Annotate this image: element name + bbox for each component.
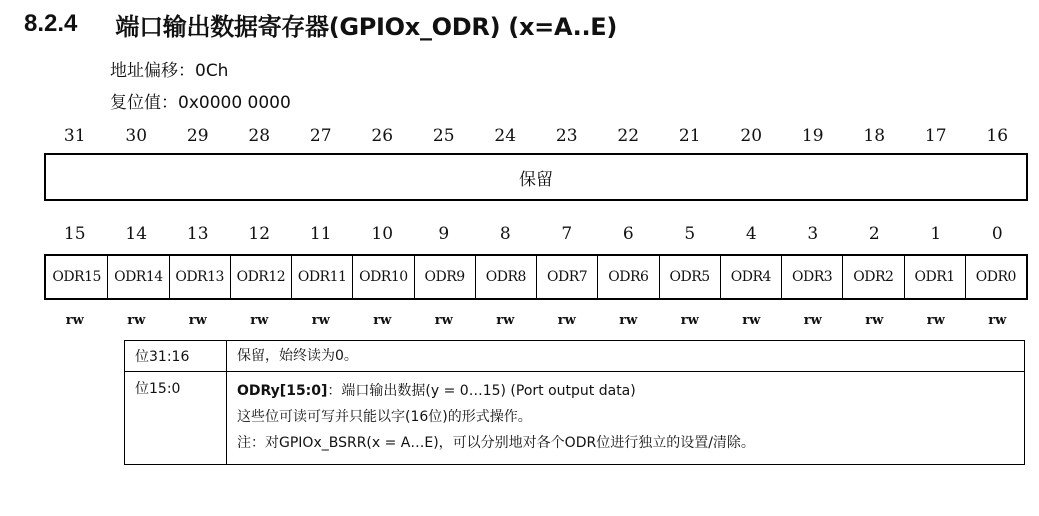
bit-number: 18: [863, 126, 886, 146]
access-type: rw: [988, 312, 1007, 328]
access-type: rw: [619, 312, 638, 328]
odr-field-cell: ODR14: [107, 256, 168, 298]
odr-field-cell: ODR3: [781, 256, 842, 298]
bit-number: 29: [186, 126, 209, 146]
bit-number: 23: [555, 126, 578, 146]
bit-number: 13: [186, 224, 209, 244]
odr-field-cell: ODR5: [659, 256, 720, 298]
access-type-row: [44, 308, 1028, 332]
table-row: [125, 372, 1025, 465]
description-line: [237, 404, 1014, 430]
bit-number: 27: [309, 126, 332, 146]
access-type: rw: [311, 312, 330, 328]
access-type: rw: [373, 312, 392, 328]
odr-field-cell: ODR6: [597, 256, 658, 298]
description-text: 保留，始终读为0。: [237, 348, 358, 364]
section-number: 8.2.4: [24, 10, 78, 37]
description-cell: [227, 341, 1025, 372]
bit-number: 5: [684, 224, 696, 244]
odr-field-row: [44, 254, 1028, 300]
odr-field-cell: ODR2: [842, 256, 903, 298]
bit-range-cell: 位15:0: [125, 372, 227, 465]
odr-field-cell: ODR4: [720, 256, 781, 298]
description-note: [237, 430, 1014, 456]
access-type: rw: [926, 312, 945, 328]
table-row: [125, 341, 1025, 372]
bit-number: 28: [248, 126, 271, 146]
description-text: ：端口输出数据(y = 0…15) (Port output data): [327, 383, 636, 399]
odr-field-cell: ODR9: [414, 256, 475, 298]
bit-number: 14: [125, 224, 148, 244]
odr-field-cell: ODR13: [169, 256, 230, 298]
bit-number: 19: [801, 126, 824, 146]
bit-number: 20: [740, 126, 763, 146]
bit-number: 15: [63, 224, 86, 244]
access-type: rw: [680, 312, 699, 328]
description-text: 这些位可读可写并只能以字(16位)的形式操作。: [237, 409, 532, 425]
odr-field-cell: ODR10: [352, 256, 413, 298]
odr-field-cell: ODR11: [291, 256, 352, 298]
description-line: [237, 343, 1014, 369]
bit-number: 17: [924, 126, 947, 146]
section-title: 端口输出数据寄存器(GPIOx_ODR) (x=A..E): [115, 12, 618, 41]
bit-numbers-high: [44, 122, 1028, 150]
bit-number: 26: [371, 126, 394, 146]
access-type: rw: [865, 312, 884, 328]
access-type: rw: [250, 312, 269, 328]
bit-number: 30: [125, 126, 148, 146]
description-line: [237, 378, 1014, 404]
reserved-field: [44, 153, 1028, 201]
odr-field-cell: ODR0: [965, 256, 1026, 298]
bit-number: 31: [63, 126, 86, 146]
odr-field-cell: ODR12: [230, 256, 291, 298]
bit-number: 8: [499, 224, 511, 244]
reset-value: 复位值：0x0000 0000: [110, 93, 291, 113]
access-type: rw: [127, 312, 146, 328]
section-heading: [24, 4, 1024, 44]
bit-number: 16: [986, 126, 1009, 146]
description-text: 注：对GPIOx_BSRR(x = A…E)，可以分别地对各个ODR位进行独立的设置/清除。: [237, 435, 755, 451]
access-type: rw: [188, 312, 207, 328]
bit-description-table: [124, 340, 1025, 465]
bit-number: 0: [991, 224, 1003, 244]
access-type: rw: [557, 312, 576, 328]
address-offset: 地址偏移：0Ch: [110, 61, 229, 81]
bit-number: 24: [494, 126, 517, 146]
odr-field-cell: ODR15: [52, 269, 101, 285]
bit-number: 1: [930, 224, 942, 244]
access-type: rw: [742, 312, 761, 328]
bit-number: 7: [561, 224, 573, 244]
odr-field-cell: ODR1: [904, 256, 965, 298]
access-type: rw: [803, 312, 822, 328]
reserved-label: 保留: [519, 169, 553, 190]
bit-number: 2: [868, 224, 880, 244]
bit-number: 10: [371, 224, 394, 244]
bit-number: 25: [432, 126, 455, 146]
bit-number: 12: [248, 224, 271, 244]
bit-number: 21: [678, 126, 701, 146]
access-type: rw: [65, 312, 84, 328]
odr-field-cell: ODR8: [475, 256, 536, 298]
access-type: rw: [496, 312, 515, 328]
odr-field-cell: ODR7: [536, 256, 597, 298]
bit-number: 4: [745, 224, 757, 244]
bit-numbers-low: [44, 220, 1028, 248]
bit-range-cell: 位31:16: [125, 341, 227, 372]
bit-number: 22: [617, 126, 640, 146]
description-cell: [227, 372, 1025, 465]
bit-number: 9: [438, 224, 450, 244]
bit-number: 11: [309, 224, 332, 244]
field-name: ODRy[15:0]: [237, 383, 328, 399]
access-type: rw: [434, 312, 453, 328]
bit-number: 3: [807, 224, 819, 244]
bit-number: 6: [622, 224, 634, 244]
